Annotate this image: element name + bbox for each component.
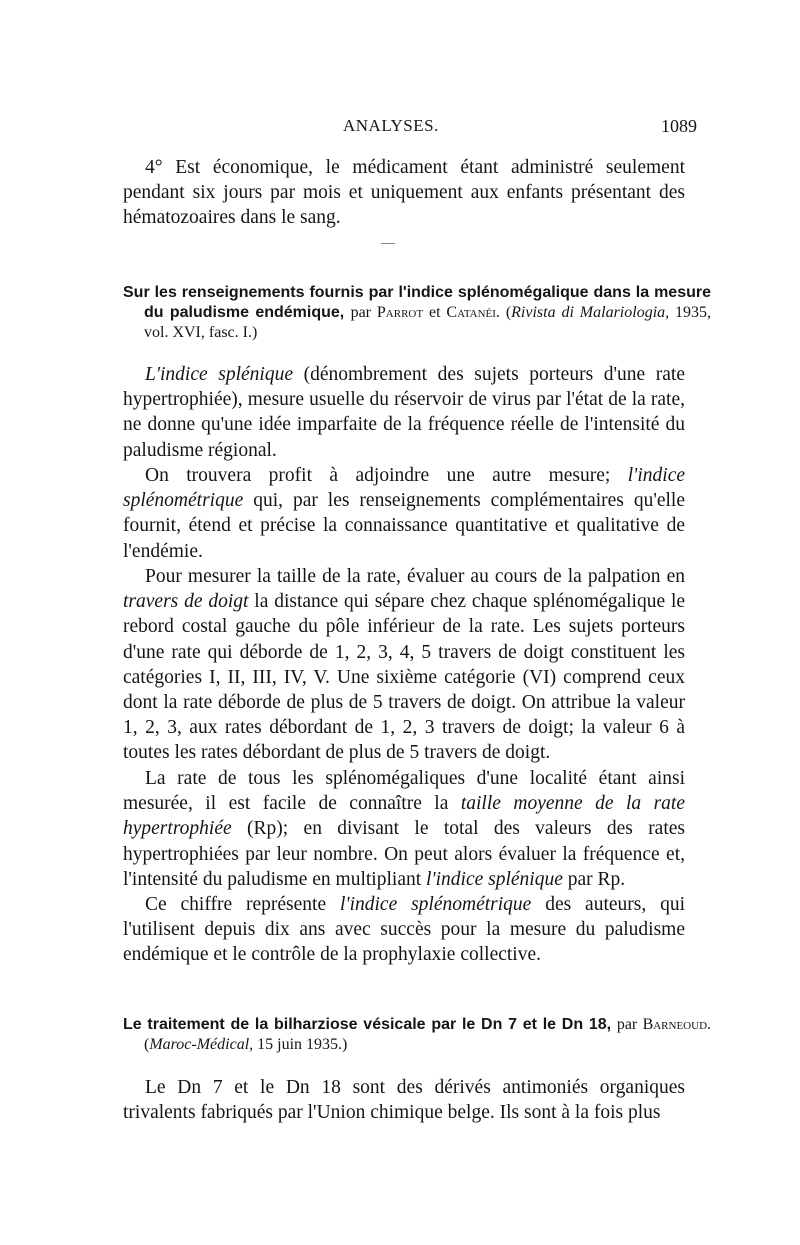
article2-byline: par Barneoud. (Maroc-Médical, 15 juin 1935.)	[144, 1016, 712, 1053]
term-travers-de-doigt: travers de doigt	[123, 591, 249, 613]
running-title: ANALYSES.	[343, 116, 439, 135]
article1-heading	[123, 283, 711, 343]
article2-heading	[123, 1015, 711, 1055]
article2-byline-by: par	[616, 1016, 638, 1033]
term-indice-splenique: L'indice splénique	[145, 364, 293, 385]
term-indice-splenique-2: l'indice splénique	[426, 868, 563, 890]
article1-paragraph-2: On trouvera profit à adjoindre une autre mesure; l'indice splénométrique qui, par les renseignements complémentaires qu'elle fournit, étend et précise la connaissance quantitative et qualitative de l'endémie.	[123, 465, 685, 562]
article1-paragraph-3: Pour mesurer la taille de la rate, évaluer au cours de la palpation en travers de doigt la distance qui sépare chez chaque splénomégalique le rebord costal gauche du pôle inférieur de la rate. Les sujets porteurs d'une rate qui déborde de 1, 2, 3, 4, 5 travers de doigt constituent les catégories I, II, III, IV, V. Une sixième catégorie (VI) comprend ceux dont la rate déborde de plus de 5 travers de doigt. On attribue la valeur 1, 2, 3, aux rates débordant de 1, 2, 3 travers de doigt; la valeur 6 à toutes les rates débordant de plus de 5 travers de doigt.	[123, 566, 686, 764]
article1-author1: Parrot	[376, 304, 424, 321]
article2-journal: Maroc-Médical,	[149, 1036, 254, 1053]
page-number: 1089	[661, 116, 697, 136]
term-taille-moyenne: taille moyenne de la rate hypertrophiée	[123, 793, 685, 840]
article1-byline: par Parrot et Catanéi. (Rivista di Malariologia, 1935, vol. XVI, fasc. I.)	[144, 304, 712, 341]
separator-rule	[381, 243, 395, 244]
article1-paragraph-5: Ce chiffre représente l'indice splénométrique des auteurs, qui l'utilisent depuis dix ans avec succès pour la mesure du paludisme endémique et le contrôle de la prophylaxie collective.	[123, 894, 686, 966]
article2-author: Barneoud.	[642, 1016, 712, 1033]
article2-title: Le traitement de la bilharziose vésicale par le Dn 7 et le Dn 18,	[123, 1016, 612, 1033]
page-header	[0, 112, 800, 142]
article1-paragraph-4: La rate de tous les splénomégaliques d'une localité étant ainsi mesurée, il est facile de connaître la taille moyenne de la rate hypertrophiée (Rp); en divisant le total des valeurs des rates hypertrophiées par leur nombre. On peut alors évaluer la fréquence et, l'intensité du paludisme en multipliant l'indice splénique par Rp.	[123, 768, 686, 890]
article1-author2: Catanéi.	[446, 304, 500, 321]
term-indice-splenometrique-2: l'indice splénométrique	[339, 894, 532, 915]
article1-journal: Rivista di Malariologia,	[511, 304, 670, 321]
article1-ref-details: 1935, vol. XVI, fasc. I.)	[144, 304, 712, 341]
article1-paragraph-1: L'indice splénique (dénombrement des sujets porteurs d'une rate hypertrophiée), mesure usuelle du réservoir de virus par l'état de la rate, ne donne qu'une idée imparfaite de la fréquence réelle de l'intensité du paludisme régional.	[123, 364, 686, 461]
intro-paragraph: 4° Est économique, le médicament étant administré seulement pendant six jours par mois et uniquement aux enfants présentant des hématozoaires dans le sang.	[123, 157, 685, 229]
article1-title: Sur les renseignements fournis par l'indice splénomégalique dans la mesure du paludisme endémique,	[123, 284, 711, 321]
term-indice-splenometrique: l'indice splénométrique	[123, 465, 685, 512]
article1-byline-and: et	[428, 304, 441, 321]
article2-paragraph-1: Le Dn 7 et le Dn 18 sont des dérivés antimoniés organiques trivalents fabriqués par l'Union chimique belge. Ils sont à la fois plus	[123, 1077, 685, 1124]
article2-ref-details: 15 juin 1935.)	[257, 1036, 348, 1053]
article1-byline-by: par	[350, 304, 372, 321]
